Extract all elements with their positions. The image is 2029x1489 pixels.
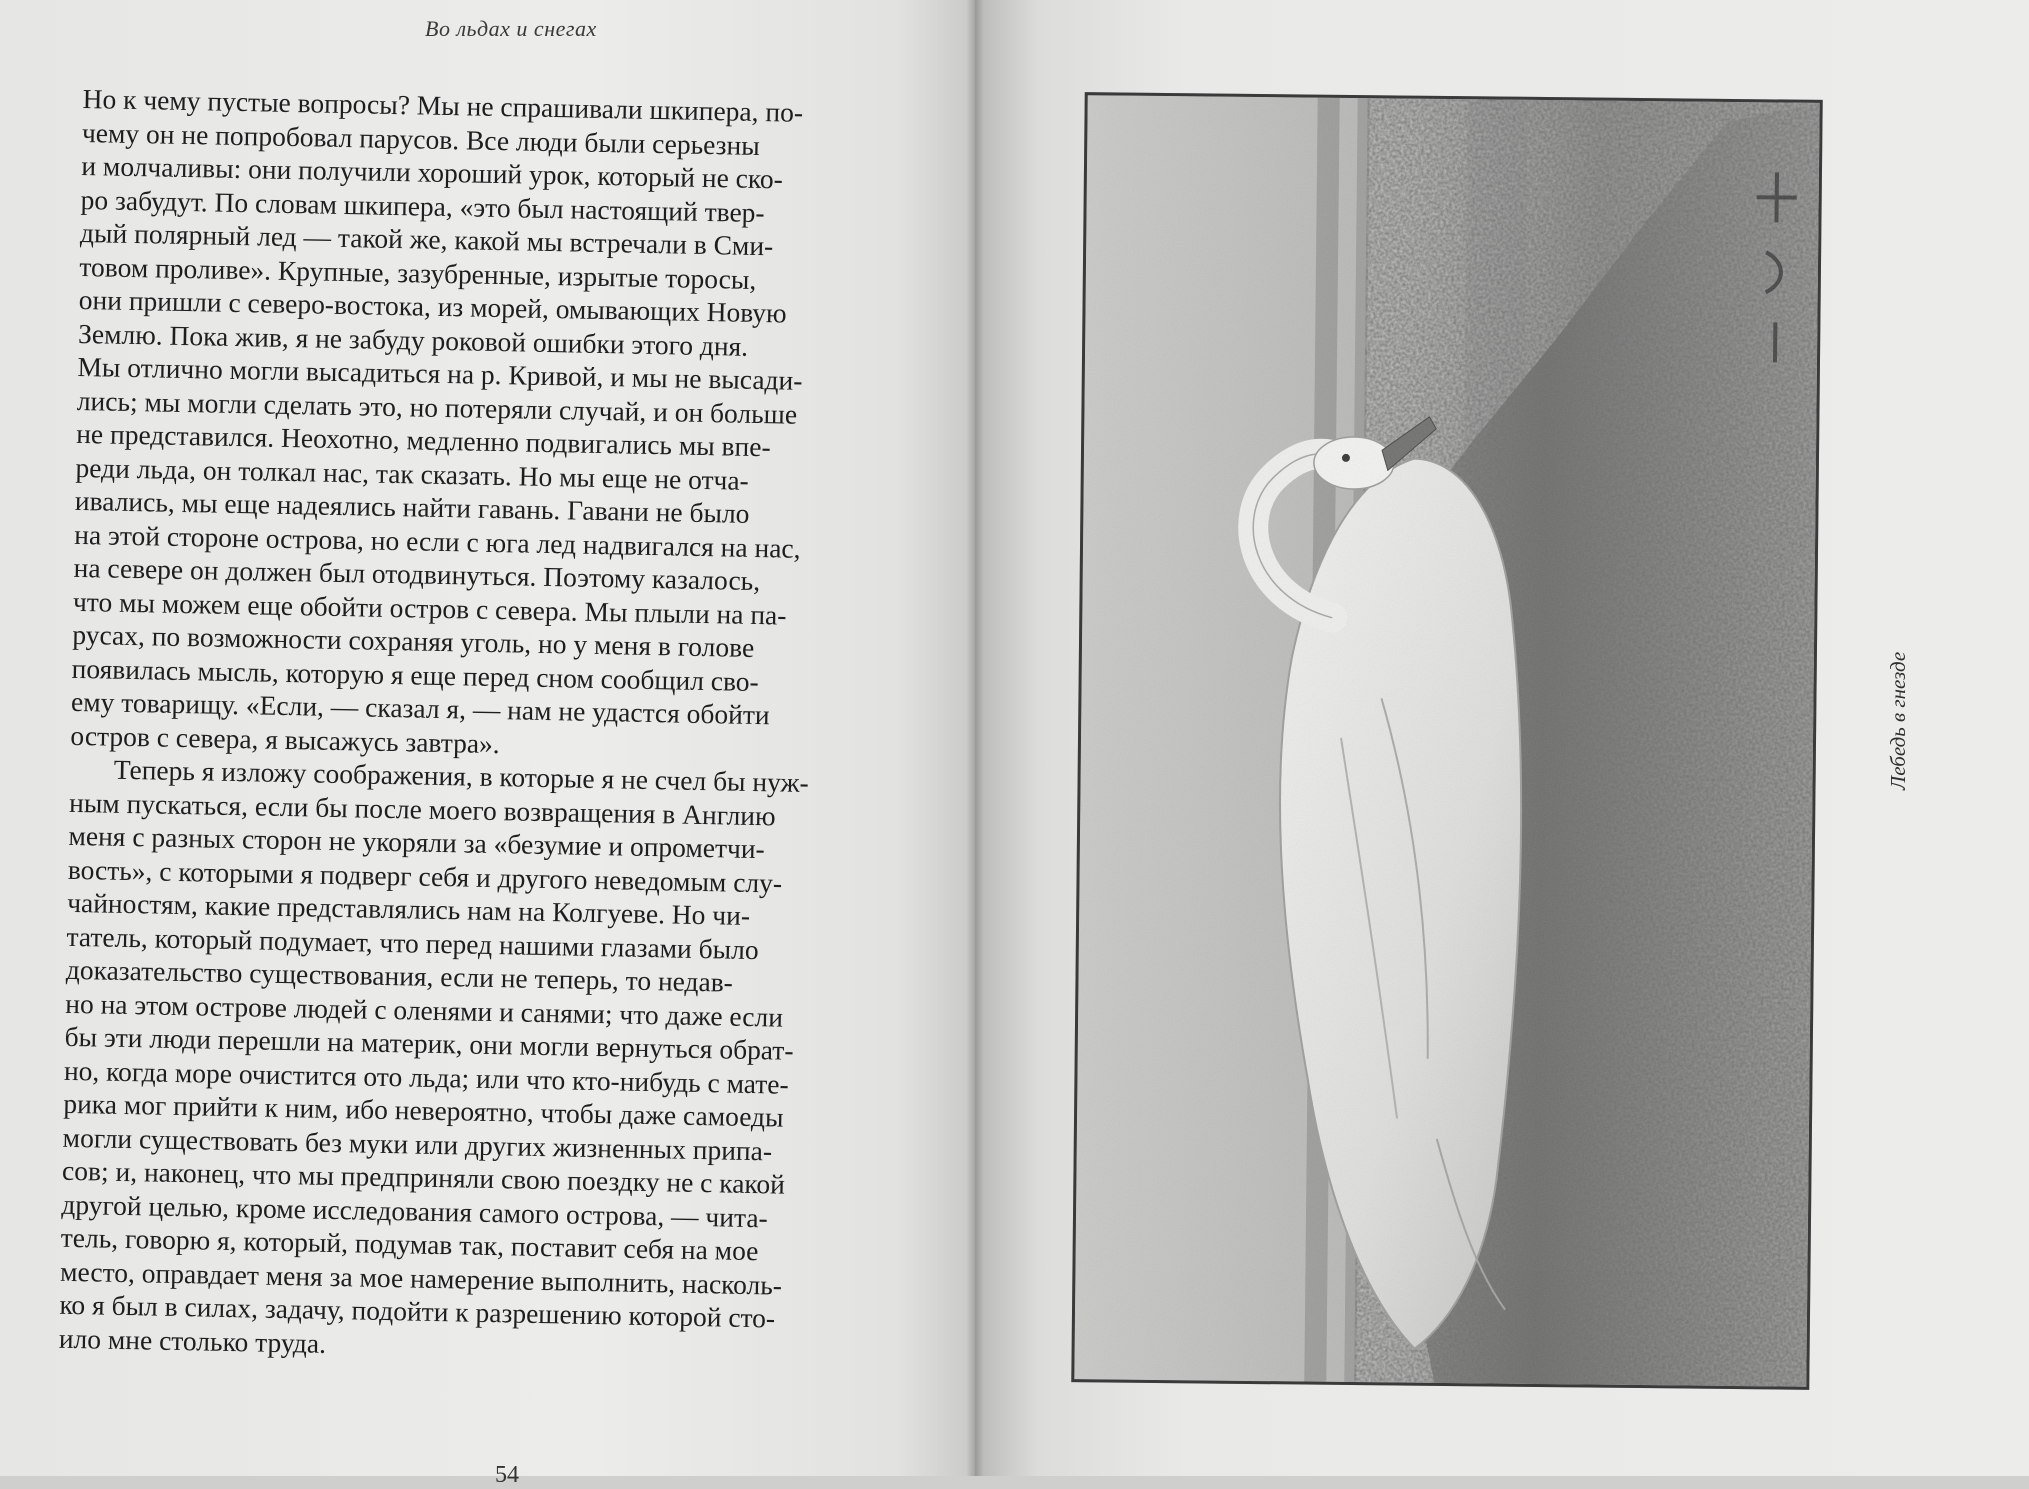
page-number: 54 xyxy=(495,1462,519,1488)
paragraph-1: Но к чему пустые вопросы? Мы не спрашивали шкипера, по- чему он не попробовал парусов. Все люди были серьезны и молчаливы: они получили хороший урок, который не ско- ро забудут. По словам шкипера, «это был настоящий твер- дый полярный лед — такой же, какой мы встречали в Сми- товом проливе». Крупные, зазубренные, изрытые торосы, они пришли с северо-востока, из морей, омывающих Новую Землю. Пока жив, я не забуду роковой ошибки этого дня. Мы отлично могли высадиться на р. Кривой, и мы не высади- лись; мы могли сделать это, но потеряли случай, и он больше не представился. Неохотно, медленно подвигались мы впе- реди льда, он толкал нас, так сказать. Но мы еще не отча- ивались, мы еще надеялись найти гавань. Гавани не было на этой стороне острова, но если с юга лед надвигался на нас, на севере он должен был отодвинуться. Поэтому казалось, что мы можем еще обойти остров с севера. Мы плыли на па- русах, по возможности сохраняя уголь, но у меня в голове появилась мысль, которую я еще перед сном сообщил сво- ему товарищу. «Если, — сказал я, — нам не удастся обойти остров с севера, я высажусь завтра». xyxy=(70,82,804,759)
paragraph-2: Теперь я изложу соображения, в которые я не счел бы нуж- ным пускаться, если бы после моего возвращения в Англию меня с разных сторон не укоряли за «безумие и опрометчи- вость», с которыми я подверг себя и другого неведомым слу- чайностям, какие представлялись нам на Колгуеве. Но чи- татель, который подумает, что перед нашими глазами было доказательство существования, если не теперь, то недав- но на этом острове людей с оленями и санями; что даже если бы эти люди перешли на материк, они могли вернуться обрат- но, когда море очистится ото льда; или что кто-нибудь с мате- рика мог прийти к ним, ибо невероятно, чтобы даже самоеды могли существовать без муки или других жизненных припа- сов; и, наконец, что мы предприняли свою поездку не с какой другой целью, кроме исследования самого острова, — чита- тель, говорю я, который, подумав так, поставит себя на мое место, оправдает меня за мое намерение выполнить, насколь- ко я был в силах, задачу, подойти к разрешению которой сто- ило мне столько труда. xyxy=(58,753,810,1359)
illustration-caption: Лебедь в гнезде xyxy=(1886,651,1910,790)
book-spine-shadow xyxy=(966,0,984,1476)
running-head: Во льдах и снегах xyxy=(425,16,597,41)
body-text xyxy=(59,82,918,1371)
left-page xyxy=(0,0,975,1488)
swan-engraving-image xyxy=(1074,95,1819,1387)
swan-illustration xyxy=(1071,92,1822,1390)
